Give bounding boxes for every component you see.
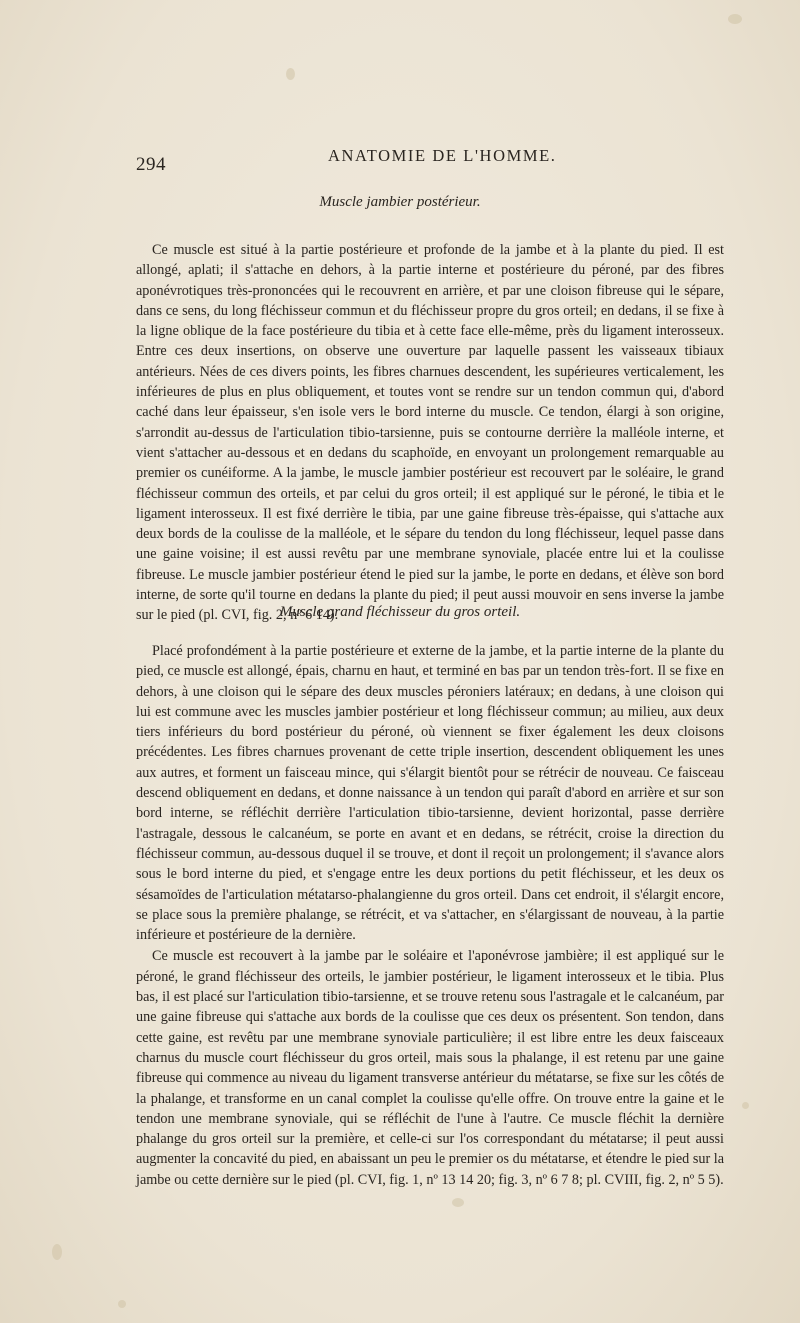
foxing-spot bbox=[52, 1244, 62, 1260]
section-title-jambier: Muscle jambier postérieur. bbox=[319, 194, 481, 210]
foxing-spot bbox=[286, 68, 295, 80]
foxing-spot bbox=[742, 1102, 749, 1109]
paragraph: Ce muscle est situé à la partie postérieure et profonde de la jambe et à la plante du pied. Il est allongé, aplati; il s'attache en dehors, à la partie interne et postérieure du péroné, par des fibres aponévrotiques très-prononcées qui le recouvrent en arrière, et par une cloison fibreuse qui le sépare, dans ce sens, du long fléchisseur commun et du fléchisseur propre du gros orteil; en dedans, il se fixe à la ligne oblique de la face postérieure du tibia et à cette face elle-même, près du ligament interosseux. Entre ces deux insertions, on observe une ouverture par laquelle passent les vaisseaux tibiaux antérieurs. Nées de ces divers points, les fibres charnues descendent, les supérieures verticalement, les inférieures de plus en plus obliquement, et toutes vont se rendre sur un tendon commun qui, d'abord caché dans leur épaisseur, s'en isole vers le bord interne du muscle. Ce tendon, élargi à son origine, s'arrondit au-dessus de l'articulation tibio-tarsienne, puis se contourne derrière la malléole interne, et vient s'attacher au-dessous et en dedans du scaphoïde, en envoyant un prolongement remarquable au premier os cunéiforme. A la jambe, le muscle jambier postérieur est recouvert par le soléaire, le grand fléchisseur commun des orteils, et par celui du gros orteil; il est appliqué sur le péroné, le tibia et le ligament interosseux. Il est fixé derrière le tibia, par une gaine fibreuse très-épaisse, qui s'attache aux deux bords de la coulisse de la malléole, et le sépare du tendon du long fléchisseur, lequel passe dans une gaine voisine; il est aussi revêtu par une membrane synoviale, placée entre lui et la coulisse fibreuse. Le muscle jambier postérieur étend le pied sur la jambe, le porte en dedans, et élève son bord interne, de sorte qu'il tourne en dedans la plante du pied; il peut aussi mouvoir en sens inverse la jambe sur le pied (pl. CVI, fig. 2, nº 6 14). bbox=[136, 242, 724, 624]
foxing-spot bbox=[728, 14, 742, 24]
foxing-spot bbox=[118, 1300, 126, 1308]
paragraph: Placé profondément à la partie postérieure et externe de la jambe, et la partie interne de la plante du pied, ce muscle est allongé, épais, charnu en haut, et terminé en bas par un tendon très-fort. Il se fixe en dehors, à une cloison qui le sépare des deux muscles péroniers latéraux; en dedans, à une cloison qui lui est commune avec les muscles jambier postérieur et long fléchisseur commun; au milieu, aux deux tiers inférieurs du bord postérieur du péroné, où viennent se fixer également les deux cloisons précédentes. Les fibres charnues provenant de cette triple insertion, descendent obliquement les unes aux autres, et forment un faisceau mince, qui s'élargit bientôt pour se rétrécir de nouveau. Ce faisceau descend obliquement en dedans, et donne naissance à un tendon qui paraît d'abord en arrière et sur son bord interne, se réfléchit derrière l'articulation tibio-tarsienne, devient horizontal, passe derrière l'astragale, dessous le calcanéum, se porte en avant et en dedans, se rétrécit, croise la direction du fléchisseur commun, au-dessous duquel il se trouve, et dont il reçoit un prolongement; il s'avance alors sous le bord interne du pied, et s'engage entre les deux portions du petit fléchisseur, et les deux os sésamoïdes de l'articulation métatarso-phalangienne du gros orteil. Dans cet endroit, il s'élargit encore, se place sous la première phalange, se rétrécit, et va s'attacher, en s'élargissant de nouveau, à la partie inférieure et postérieure de la dernière. bbox=[136, 643, 724, 944]
paragraph: Ce muscle est recouvert à la jambe par le soléaire et l'aponévrose jambière; il est appliqué sur le péroné, le grand fléchisseur des orteils, le jambier postérieur, le ligament interosseux et le tibia. Plus bas, il est placé sur l'articulation tibio-tarsienne, et se trouve retenu sous l'astragale et le calcanéum, par une gaine fibreuse qui s'attache aux bords de la coulisse que ces deux os présentent. Son tendon, dans cette gaine, est revêtu par une membrane synoviale particulière; il est libre entre les deux faisceaux charnus du muscle court fléchisseur du gros orteil, mais sous la phalange, il est retenu par une gaine fibreuse qui commence au niveau du ligament transverse antérieur du métatarse, se fixe sur les côtés de la phalange, et transforme en un canal complet la coulisse qu'elle offre. On trouve entre la gaine et le tendon une membrane synoviale, qui se réfléchit de l'une à l'autre. Ce muscle fléchit la dernière phalange du gros orteil sur la première, et celle-ci sur l'os correspondant du métatarse; il peut aussi augmenter la concavité du pied, en abaissant un peu le premier os du métatarse, et étendre le pied sur la jambe ou cette dernière sur le pied (pl. CVI, fig. 1, nº 13 14 20; fig. 3, nº 6 7 8; pl. CVIII, fig. 2, nº 5 5). bbox=[136, 948, 724, 1188]
section-body-jambier bbox=[136, 240, 724, 626]
foxing-spot bbox=[452, 1198, 464, 1207]
page-header bbox=[136, 142, 736, 175]
page-number: 294 bbox=[136, 154, 166, 175]
section-body-flechisseur bbox=[136, 641, 724, 1190]
section-title-flechisseur: Muscle grand fléchisseur du gros orteil. bbox=[279, 604, 521, 620]
running-title: ANATOMIE DE L'HOMME. bbox=[328, 146, 557, 165]
